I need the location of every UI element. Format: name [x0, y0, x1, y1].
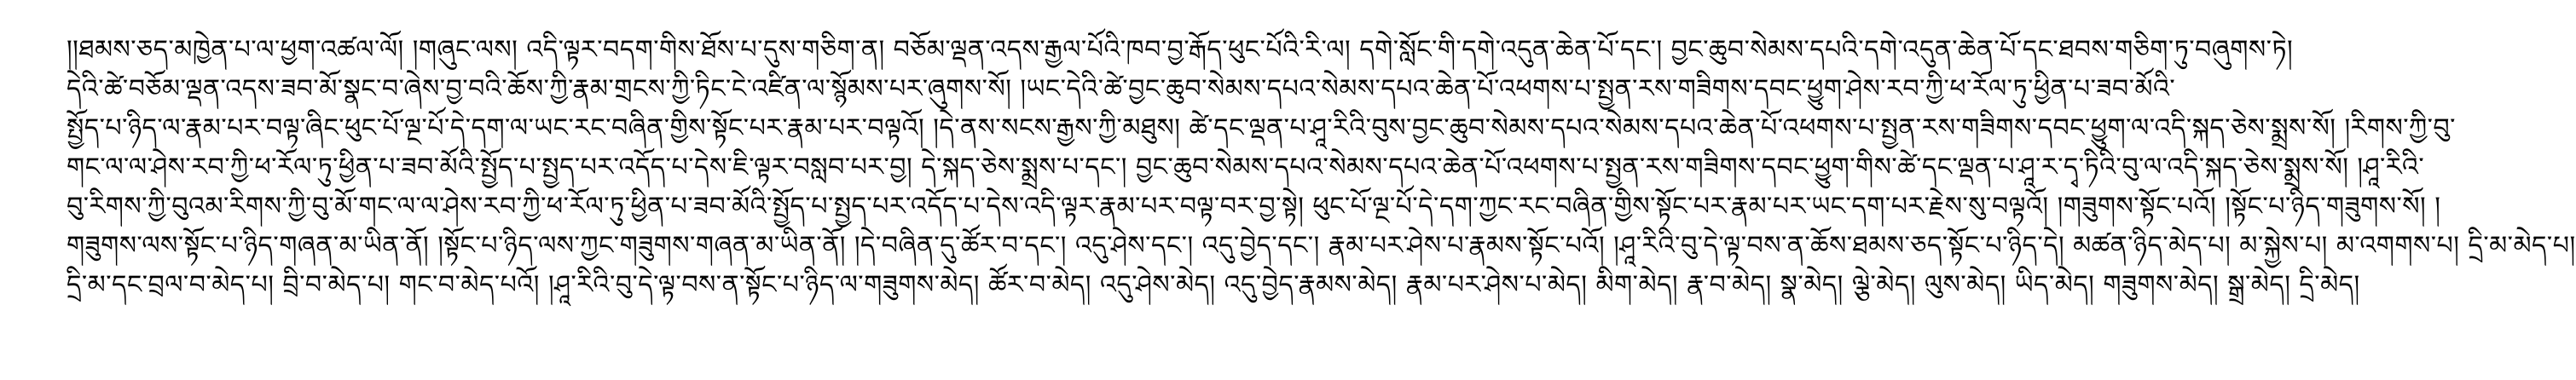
- text-line-3: སྤྱོད་པ་ཉིད་ལ་རྣམ་པར་བལྟ་ཞིང་ཕུང་པོ་ལྔ་པོ་དེ་དག་ལ་ཡང་རང་བཞིན་གྱིས་སྟོང་པར་རྣམ་པར་བལྟའོ། །དེ་ནས་སངས་རྒྱས་ཀྱི་མཐུས། ཚེ་དང་ལྡན་པ་ཤཱ་རིའི་བུས་བྱང་ཆུབ་སེམས་དཔའ་སེམས་དཔའ་ཆེན་པོ་འཕགས་པ་སྤྱན་རས་གཟིགས་དབང་ཕྱུག་ལ་འདི་སྐད་ཅེས་སྨྲས་སོ། །རིགས་ཀྱི་བུ་: [67, 113, 2456, 143]
- tibetan-text-block: [67, 31, 2576, 305]
- text-line-5: བུ་རིགས་ཀྱི་བུའམ་རིགས་ཀྱི་བུ་མོ་གང་ལ་ལ་ཤེས་རབ་ཀྱི་ཕ་རོལ་ཏུ་ཕྱིན་པ་ཟབ་མོའི་སྤྱོད་པ་སྤྱད་པར་འདོད་པ་དེས་འདི་ལྟར་རྣམ་པར་བལྟ་བར་བྱ་སྟེ། ཕུང་པོ་ལྔ་པོ་དེ་དག་ཀྱང་རང་བཞིན་གྱིས་སྟོང་པར་རྣམ་པར་ཡང་དག་པར་རྗེས་སུ་བལྟའོ། །གཟུགས་སྟོང་པའོ། །སྟོང་པ་ཉིད་གཟུགས་སོ། །: [67, 192, 2441, 222]
- text-line-7: དྲི་མ་དང་བྲལ་བ་མེད་པ། བྲི་བ་མེད་པ། གང་བ་མེད་པའོ། །ཤཱ་རིའི་བུ་དེ་ལྟ་བས་ན་སྟོང་པ་ཉིད་ལ་གཟུགས་མེད། ཚོར་བ་མེད། འདུ་ཤེས་མེད། འདུ་བྱེད་རྣམས་མེད། རྣམ་པར་ཤེས་པ་མེད། མིག་མེད། རྣ་བ་མེད། སྣ་མེད། ལྕེ་མེད། ལུས་མེད། ཡིད་མེད། གཟུགས་མེད། སྒྲ་མེད། དྲི་མེད།: [67, 270, 2360, 300]
- text-line-4: གང་ལ་ལ་ཤེས་རབ་ཀྱི་ཕ་རོལ་ཏུ་ཕྱིན་པ་ཟབ་མོའི་སྤྱོད་པ་སྤྱད་པར་འདོད་པ་དེས་ཇི་ལྟར་བསླབ་པར་བྱ། དེ་སྐད་ཅེས་སྨྲས་པ་དང་། བྱང་ཆུབ་སེམས་དཔའ་སེམས་དཔའ་ཆེན་པོ་འཕགས་པ་སྤྱན་རས་གཟིགས་དབང་ཕྱུག་གིས་ཚེ་དང་ལྡན་པ་ཤཱ་ར་དྭ་ཏིའི་བུ་ལ་འདི་སྐད་ཅེས་སྨྲས་སོ། །ཤཱ་རིའི་: [67, 153, 2425, 182]
- text-line-2: དེའི་ཚེ་བཅོམ་ལྡན་འདས་ཟབ་མོ་སྣང་བ་ཞེས་བྱ་བའི་ཆོས་ཀྱི་རྣམ་གྲངས་ཀྱི་ཏིང་ངེ་འཛིན་ལ་སྙོམས་པར་ཞུགས་སོ། །ཡང་དེའི་ཚེ་བྱང་ཆུབ་སེམས་དཔའ་སེམས་དཔའ་ཆེན་པོ་འཕགས་པ་སྤྱན་རས་གཟིགས་དབང་ཕྱུག་ཤེས་རབ་ཀྱི་ཕ་རོལ་ཏུ་ཕྱིན་པ་ཟབ་མོའི་: [67, 74, 2176, 104]
- text-line-6: གཟུགས་ལས་སྟོང་པ་ཉིད་གཞན་མ་ཡིན་ནོ། །སྟོང་པ་ཉིད་ལས་ཀྱང་གཟུགས་གཞན་མ་ཡིན་ནོ། །དེ་བཞིན་དུ་ཚོར་བ་དང་། འདུ་ཤེས་དང་། འདུ་བྱེད་དང་། རྣམ་པར་ཤེས་པ་རྣམས་སྟོང་པའོ། །ཤཱ་རིའི་བུ་དེ་ལྟ་བས་ན་ཆོས་ཐམས་ཅད་སྟོང་པ་ཉིད་དེ། མཚན་ཉིད་མེད་པ། མ་སྐྱེས་པ། མ་འགགས་པ། དྲི་མ་མེད་པ།: [67, 231, 2576, 261]
- text-line-1: །།ཐམས་ཅད་མཁྱེན་པ་ལ་ཕྱག་འཚལ་ལོ། །གཞུང་ལས། འདི་ལྟར་བདག་གིས་ཐོས་པ་དུས་གཅིག་ན། བཅོམ་ལྡན་འདས་རྒྱལ་པོའི་ཁབ་བྱ་རྒོད་ཕུང་པོའི་རི་ལ། དགེ་སློང་གི་དགེ་འདུན་ཆེན་པོ་དང་། བྱང་ཆུབ་སེམས་དཔའི་དགེ་འདུན་ཆེན་པོ་དང་ཐབས་གཅིག་ཏུ་བཞུགས་ཏེ།: [67, 35, 2294, 65]
